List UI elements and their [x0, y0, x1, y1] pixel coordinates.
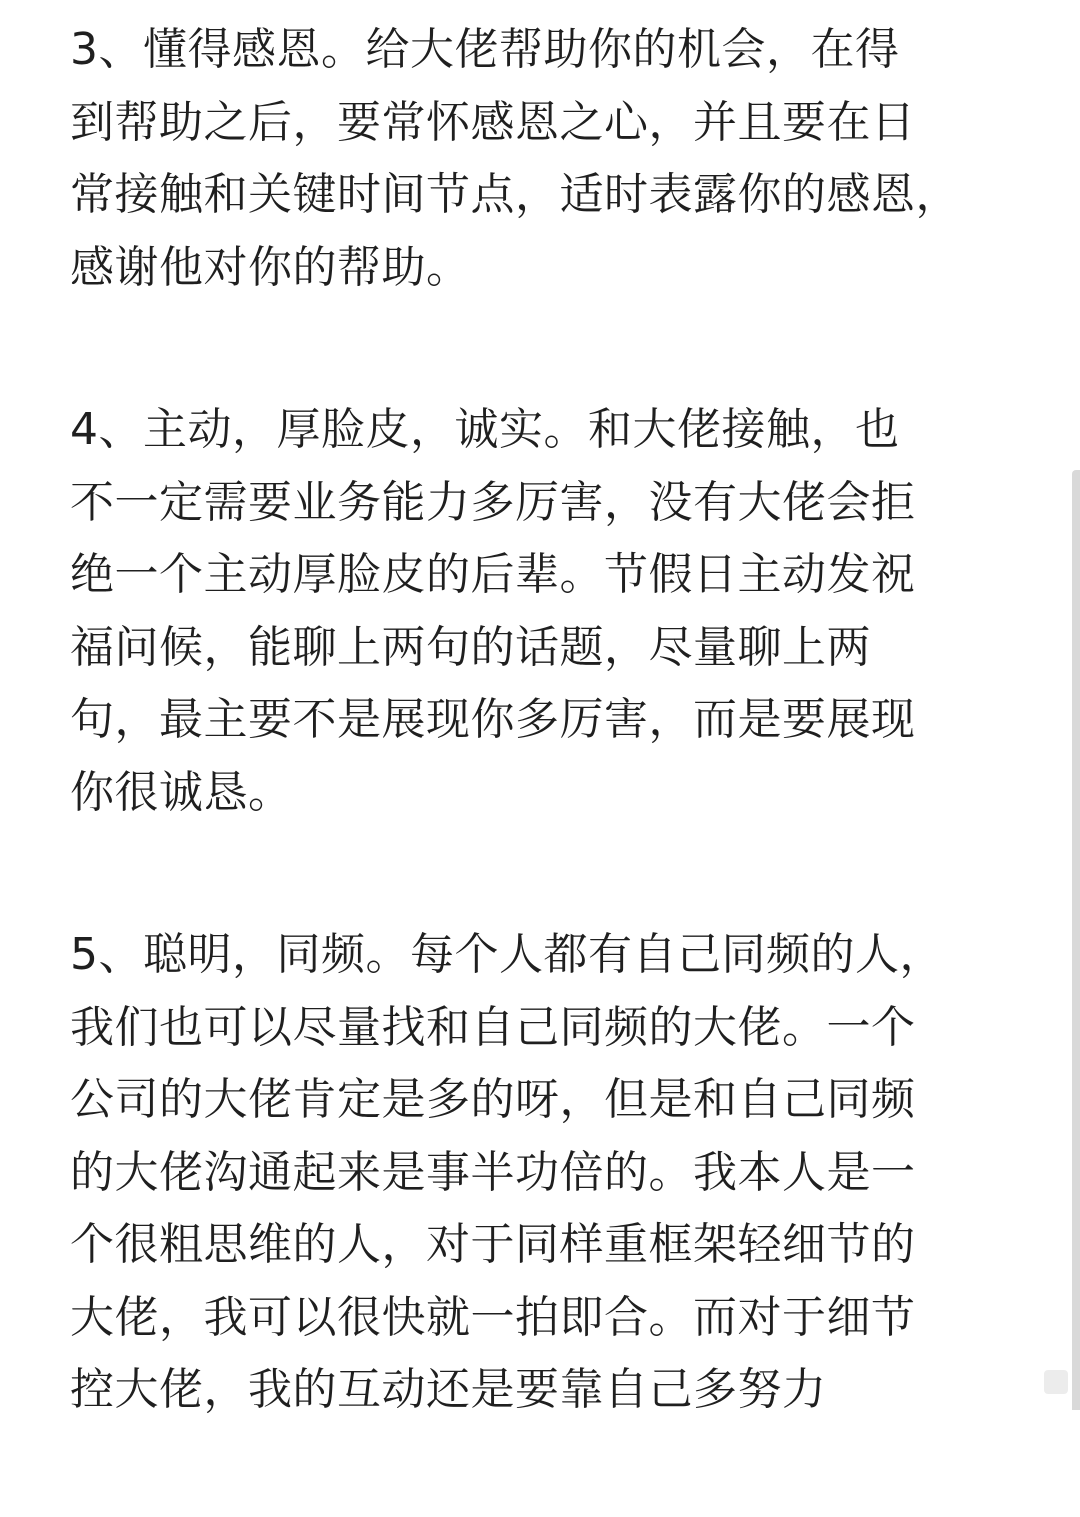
watermark	[888, 1362, 1068, 1402]
paragraph-line: 的大佬沟通起来是事半功倍的。我本人是一	[70, 1146, 916, 1198]
paragraph-line: 福问候，能聊上两句的话题，尽量聊上两	[70, 621, 871, 673]
paragraph-line: 到帮助之后，要常怀感恩之心，并且要在日	[70, 96, 916, 148]
paragraph-line: 你很诚恳。	[70, 766, 293, 818]
article-body	[70, 14, 1030, 1517]
paragraph-line: 控大佬，我的互动还是要靠自己多努力	[70, 1364, 827, 1415]
scrollbar[interactable]	[1072, 470, 1080, 1410]
paragraph-line: 个很粗思维的人，对于同样重框架轻细节的	[70, 1219, 916, 1270]
paragraph-line: 4、主动，厚脸皮，诚实。和大佬接触，也	[70, 404, 900, 455]
paragraph-line: 不一定需要业务能力多厉害，没有大佬会拒	[70, 476, 916, 528]
paragraph-4	[70, 394, 1030, 829]
paragraph-line: 大佬，我可以很快就一拍即合。而对于细节	[70, 1291, 916, 1343]
paragraph-line: 常接触和关键时间节点，适时表露你的感恩，	[70, 169, 960, 220]
paragraph-line: 句，最主要不是展现你多厉害，而是要展现	[70, 694, 916, 745]
paragraph-line: 感谢他对你的帮助。	[70, 241, 471, 293]
paragraph-line: 公司的大佬肯定是多的呀，但是和自己同频	[70, 1074, 916, 1125]
paragraph-line: 3、懂得感恩。给大佬帮助你的机会，在得	[70, 24, 900, 75]
paragraph-5	[70, 919, 1030, 1427]
paragraph-3	[70, 14, 1030, 304]
paragraph-line: 5、聪明，同频。每个人都有自己同频的人，	[70, 929, 944, 980]
watermark-icon	[1044, 1370, 1068, 1394]
paragraph-line: 绝一个主动厚脸皮的后辈。节假日主动发祝	[70, 549, 916, 600]
paragraph-line: 我们也可以尽量找和自己同频的大佬。一个	[70, 1001, 916, 1053]
